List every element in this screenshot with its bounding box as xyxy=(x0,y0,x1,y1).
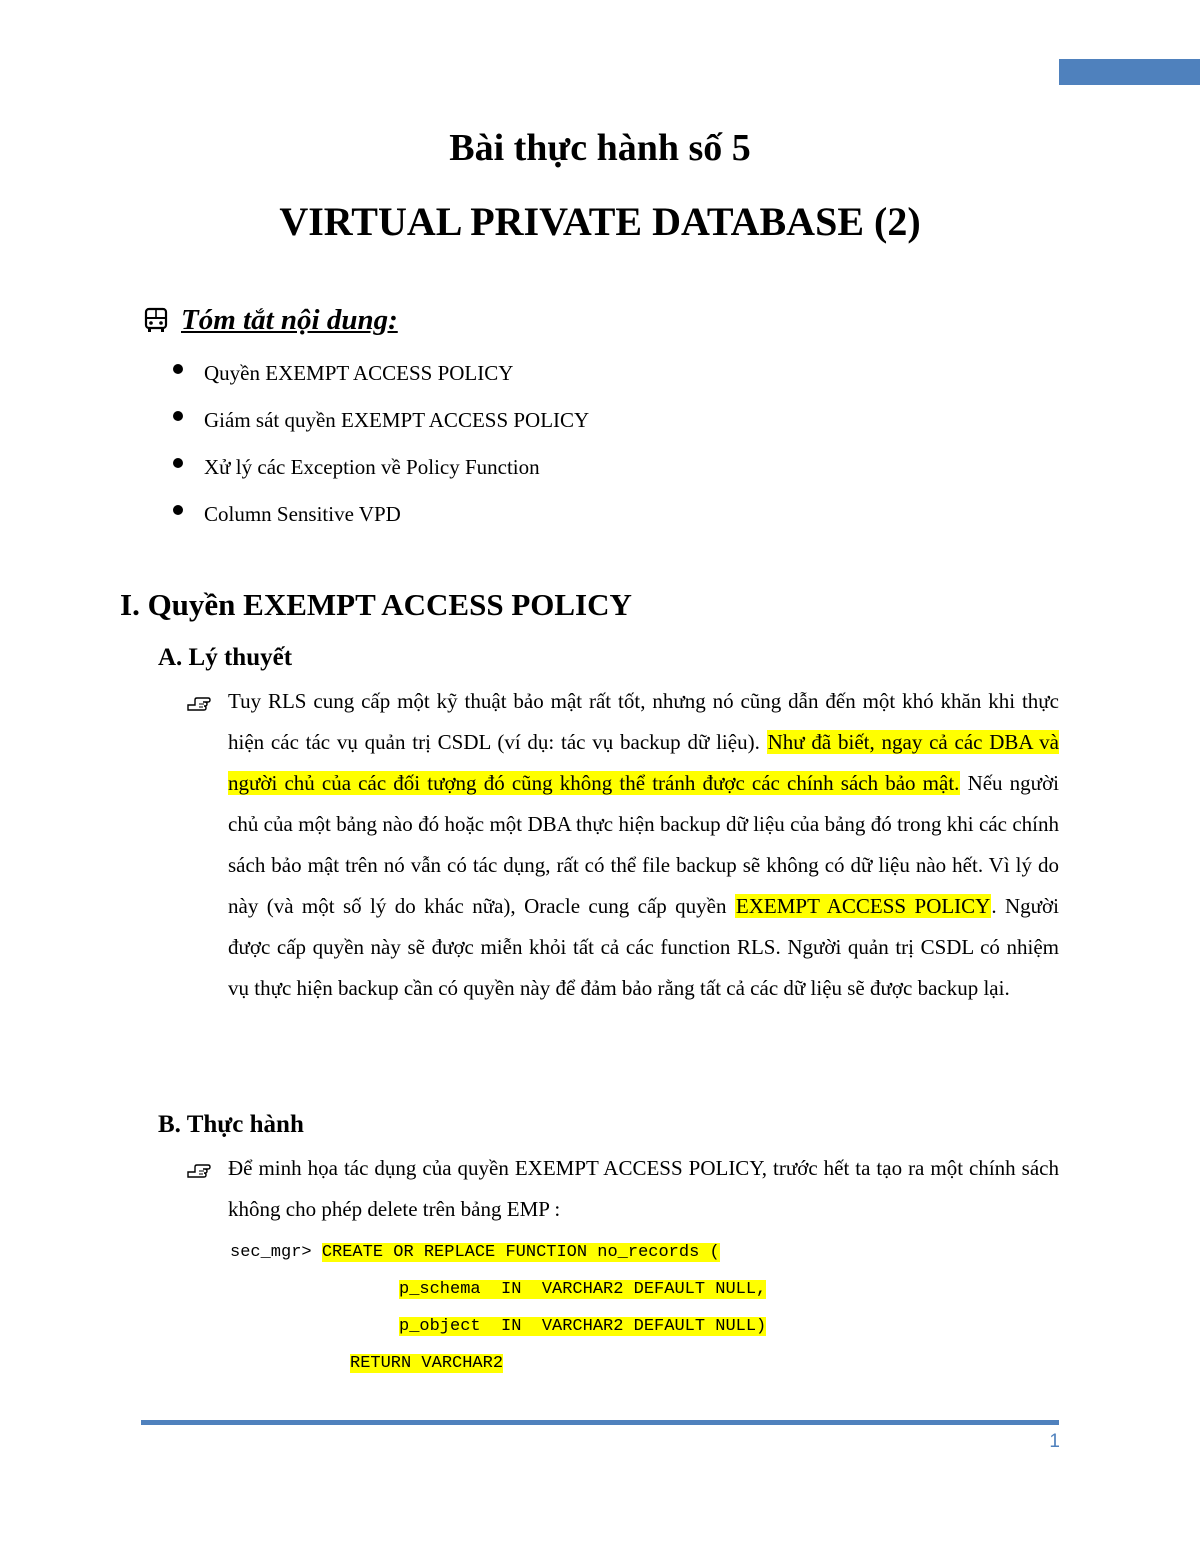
page-title: Bài thực hành số 5 xyxy=(449,127,751,169)
summary-list-item: Quyền EXEMPT ACCESS POLICY xyxy=(173,349,589,396)
page-subtitle: VIRTUAL PRIVATE DATABASE (2) xyxy=(279,199,921,244)
subsection-heading-theory: A. Lý thuyết xyxy=(158,644,293,671)
summary-list xyxy=(173,349,589,537)
code-prompt: sec_mgr> xyxy=(230,1243,322,1262)
code-line: sec_mgr> CREATE OR REPLACE FUNCTION no_records ( xyxy=(230,1243,720,1262)
highlighted-text: Như đã biết, ngay cả các DBA và người chủ của các đối tượng đó cũng không thể tránh được các chính sách bảo mật. xyxy=(228,730,1059,795)
practice-paragraph: Để minh họa tác dụng của quyền EXEMPT ACCESS POLICY, trước hết ta tạo ra một chính sách không cho phép delete trên bảng EMP : xyxy=(228,1148,1059,1230)
page-number: 1 xyxy=(1049,1431,1060,1452)
theory-paragraph: Tuy RLS cung cấp một kỹ thuật bảo mật rất tốt, nhưng nó cũng dẫn đến một khó khăn khi thực hiện các tác vụ quản trị CSDL (ví dụ: tác vụ backup dữ liệu). Như đã biết, ngay cả các DBA và người chủ của các đối tượng đó cũng không thể tránh được các chính sách bảo mật. Nếu người chủ của một bảng nào đó hoặc một DBA thực hiện backup dữ liệu của bảng đó trong khi các chính sách bảo mật trên nó vẫn có tác dụng, rất có thể file backup sẽ không có dữ liệu nào hết. Vì lý do này (và một số lý do khác nữa), Oracle cung cấp quyền EXEMPT ACCESS POLICY. Người được cấp quyền này sẽ được miễn khỏi tất cả các function RLS. Người quản trị CSDL có nhiệm vụ thực hiện backup cần có quyền này để đảm bảo rằng tất cả các dữ liệu sẽ được backup lại. xyxy=(228,681,1059,1009)
bus-icon xyxy=(143,307,169,333)
highlighted-text: EXEMPT ACCESS POLICY xyxy=(735,894,991,918)
summary-list-item: Column Sensitive VPD xyxy=(173,490,589,537)
footer-rule xyxy=(141,1420,1059,1425)
bullet-icon xyxy=(173,411,183,421)
code-line: RETURN VARCHAR2 xyxy=(350,1354,504,1373)
code-line: p_schema IN VARCHAR2 DEFAULT NULL, xyxy=(399,1280,767,1299)
bullet-icon xyxy=(173,458,183,468)
summary-list-item: Giám sát quyền EXEMPT ACCESS POLICY xyxy=(173,396,589,443)
pointing-hand-icon xyxy=(186,1158,212,1180)
summary-heading-text: Tóm tắt nội dung: xyxy=(181,303,398,336)
code-block xyxy=(230,1234,766,1382)
bullet-icon xyxy=(173,505,183,515)
code-line: p_object IN VARCHAR2 DEFAULT NULL) xyxy=(399,1317,767,1336)
section-heading: I. Quyền EXEMPT ACCESS POLICY xyxy=(120,587,632,622)
bullet-icon xyxy=(173,364,183,374)
summary-list-item: Xử lý các Exception về Policy Function xyxy=(173,443,589,490)
header-corner-tab xyxy=(1059,59,1200,85)
subsection-heading-practice: B. Thực hành xyxy=(158,1111,304,1138)
summary-heading xyxy=(143,300,398,340)
pointing-hand-icon xyxy=(186,691,212,713)
